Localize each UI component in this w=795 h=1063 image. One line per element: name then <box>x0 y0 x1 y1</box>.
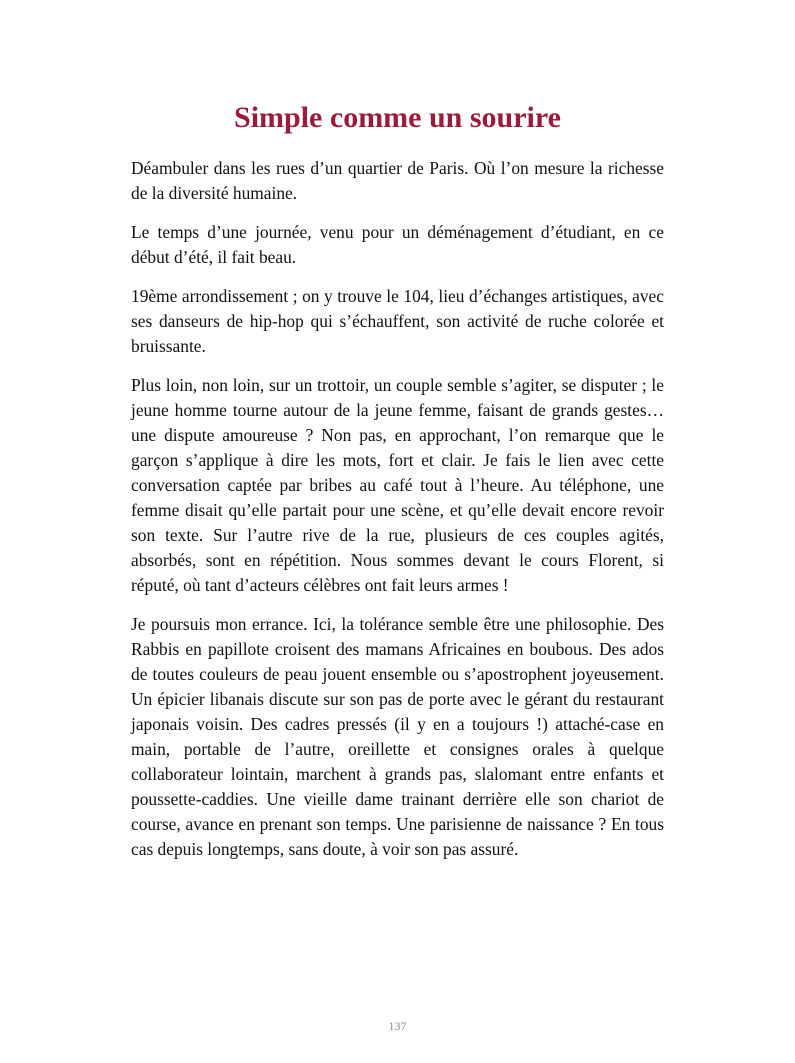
paragraph-1: Déambuler dans les rues d’un quartier de Paris. Où l’on mesure la richesse de la diversité humaine. <box>131 158 664 203</box>
paragraph-3: 19ème arrondissement ; on y trouve le 104, lieu d’échanges artistiques, avec ses danseurs de hip-hop qui s’échauffent, son activité de ruche colorée et bruissante. <box>131 286 664 356</box>
chapter-title: Simple comme un sourire <box>234 101 561 134</box>
paragraph-4: Plus loin, non loin, sur un trottoir, un couple semble s’agiter, se disputer ; le jeune homme tourne autour de la jeune femme, faisant de grands gestes… une dispute amoureuse ? Non pas, en approchant, l’on remarque que le garçon s’applique à dire les mots, fort et clair. Je fais le lien avec cette conversation captée par bribes au café tout à l’heure. Au téléphone, une femme disait qu’elle partait pour une scène, et qu’elle devait encore revoir son texte. Sur l’autre rive de la rue, plusieurs de ces couples agités, absorbés, sont en répétition. Nous sommes devant le cours Florent, si réputé, où tant d’acteurs célèbres ont fait leurs armes ! <box>131 375 664 595</box>
paragraph-2: Le temps d’une journée, venu pour un déménagement d’étudiant, en ce début d’été, il fait beau. <box>131 222 664 267</box>
page-number: 137 <box>388 1019 407 1033</box>
body-text <box>131 156 664 876</box>
paragraph-5: Je poursuis mon errance. Ici, la tolérance semble être une philosophie. Des Rabbis en papillote croisent des mamans Africaines en boubous. Des ados de toutes couleurs de peau jouent ensemble ou s’apostrophent joyeusement. Un épicier libanais discute sur son pas de porte avec le gérant du restaurant japonais voisin. Des cadres pressés (il y en a toujours !) attaché-case en main, portable de l’autre, oreillette et consignes orales à quelque collaborateur lointain, marchent à grands pas, slalomant entre enfants et poussette-caddies. Une vieille dame trainant derrière elle son chariot de course, avance en prenant son temps. Une parisienne de naissance ? En tous cas depuis longtemps, sans doute, à voir son pas assuré. <box>131 614 664 859</box>
